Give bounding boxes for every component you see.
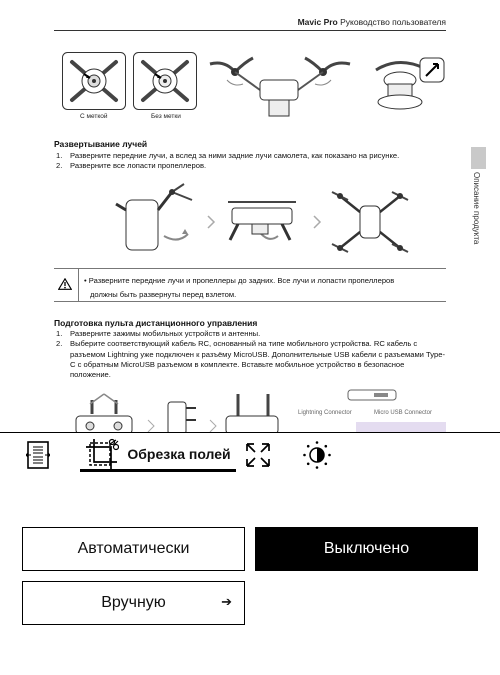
auto-option-button[interactable] [22, 527, 245, 571]
page-fit-button[interactable] [22, 438, 54, 472]
lightning-connector-label: Lightning Connector [298, 410, 352, 416]
propeller-with-mark-figure [62, 52, 126, 110]
contrast-button[interactable] [301, 438, 333, 472]
microusb-connector-label: Micro USB Connector [374, 410, 433, 416]
off-option-button[interactable] [255, 527, 478, 571]
remote-controller-figure [70, 392, 280, 432]
crop-margins-tab[interactable] [80, 438, 236, 472]
caption-without-mark: Без метки [151, 113, 181, 120]
header-brand: Mavic Pro [297, 17, 338, 27]
reader-toolbar [0, 432, 500, 478]
page-header [298, 17, 446, 27]
warning-text: • Разверните передние лучи и пропеллеры до задних. Все лучи и лопасти пропеллеров должны быть развернуты перед взлетом. [84, 276, 395, 299]
propeller-mount-figure [368, 52, 446, 114]
warning-icon [58, 278, 72, 290]
section-tab-marker [471, 147, 486, 169]
off-option-label: Выключено [323, 540, 410, 557]
crop-icon [85, 438, 119, 470]
manual-option-button[interactable] [22, 581, 245, 625]
warning-divider [78, 269, 79, 301]
manual-option-label: Вручную [101, 594, 166, 611]
section-title-arms: Развертывание лучей [54, 139, 148, 149]
fullscreen-button[interactable] [242, 438, 274, 472]
list-item: 2. Разверните все лопасти пропеллеров. [56, 161, 207, 171]
list-item: 1. Разверните зажимы мобильных устройств и антенны. [56, 329, 261, 338]
arrow-right-icon: ➔ [221, 594, 232, 609]
cable-connector-figure [336, 386, 446, 432]
crop-margins-label: Обрезка полей [127, 445, 231, 462]
warning-box [54, 268, 446, 302]
section-tab-label: Описание продукта [472, 172, 481, 245]
list-item: 2. Выберите соответствующий кабель RC, основанный на типе мобильного устройства. RC кабель с разъемом Lightning уже подключен к разъёму MicroUSB. Дополнительные USB кабели с разъемами Type-C с обратным MicroUSB разъемом в комплекте. Вставьте мобильное устройство в безопасное положение. [56, 339, 446, 380]
page-fit-icon [26, 440, 50, 470]
toolbar-top-rule [0, 432, 500, 433]
drone-propellers-figure [205, 50, 355, 122]
auto-option-label: Автоматически [77, 540, 190, 557]
propeller-without-mark-figure [133, 52, 197, 110]
header-title: Руководство пользователя [340, 17, 446, 27]
list-item: 1. Разверните передние лучи, а вслед за ними задние лучи самолета, как показано на рисунке. [56, 151, 400, 160]
expand-arrows-icon [244, 441, 272, 469]
section-title-remote: Подготовка пульта дистанционного управления [54, 318, 258, 328]
section-remote-list [56, 329, 446, 380]
contrast-icon [302, 440, 332, 470]
header-rule [54, 30, 446, 31]
caption-with-mark: С меткой [80, 113, 108, 120]
drone-unfold-sequence-figure [112, 182, 412, 262]
section-arms-list [56, 151, 446, 172]
